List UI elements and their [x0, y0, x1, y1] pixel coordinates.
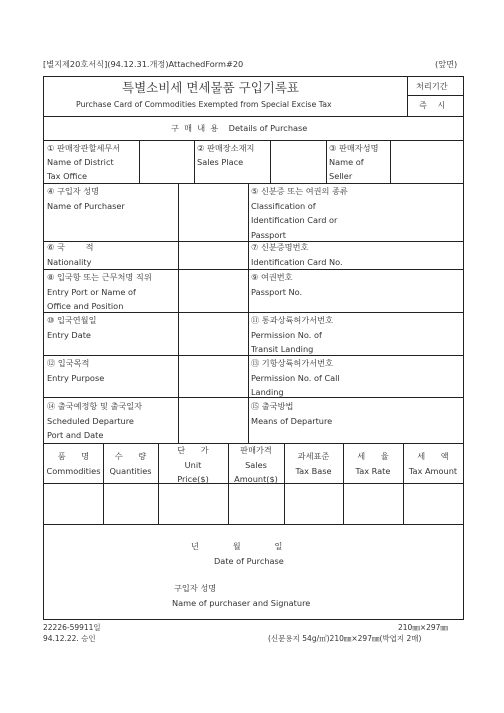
- field-departure-means: ⑮ 출국방법 Means of Departure: [251, 401, 333, 426]
- field-district-office: ① 판매장관할세무서 Name of District Tax Office: [47, 143, 121, 181]
- field-call-permission: ⑬ 기항상륙허가서번호 Permission No. of Call Landing: [251, 358, 340, 397]
- col-sales-amount: 판매가격 Sales Amount($): [234, 445, 278, 484]
- section-header: 구 매 내 용 Details of Purchase: [171, 123, 308, 133]
- page-side-label: (앞면): [435, 59, 458, 69]
- purchase-date-en: Date of Purchase: [214, 556, 284, 566]
- purchase-card-form: [43, 76, 464, 620]
- col-unit-price: 단 가 Unit Price($): [177, 445, 209, 484]
- form-subtitle: Purchase Card of Commodities Exempted from Special Excise Tax: [76, 100, 332, 109]
- field-entry-purpose: ⑫ 입국목적 Entry Purpose: [47, 358, 105, 383]
- purchaser-name-ko: 구입자 성명: [174, 583, 217, 593]
- col-tax-amount: 세 액 Tax Amount: [408, 451, 458, 476]
- footer-approval: 94.12.22. 승인: [43, 634, 96, 643]
- processing-period-label: 처리기간: [416, 81, 448, 91]
- field-transit-permission: ⑪ 통과상륙허가서번호 Permission No. of Transit Landing: [251, 315, 333, 354]
- col-tax-base: 과세표준 Tax Base: [295, 451, 332, 476]
- purchase-date-ko: 년 월 일: [191, 541, 283, 551]
- field-entry-date: ⑩ 입국연월일 Entry Date: [47, 315, 97, 340]
- footer-code: 22226-59911일: [43, 623, 101, 632]
- form-title: 특별소비세 면세물품 구입기록표: [122, 80, 299, 95]
- purchaser-name-en: Name of purchaser and Signature: [172, 598, 311, 608]
- field-id-kind: ⑤ 신분증 또는 여권의 종류 Classification of Identification Card or Passport: [251, 186, 348, 240]
- field-id-number: ⑦ 신분증명번호 Identification Card No.: [251, 242, 343, 267]
- form-number: [별지제20호서식](94.12.31.개정)AttachedForm#20: [43, 59, 244, 69]
- field-nationality: ⑥ 국 적 Nationality: [47, 242, 94, 267]
- processing-period-value: 즉 시: [419, 100, 446, 110]
- field-entry-port: ⑧ 입국항 또는 근무처명 직위 Entry Port or Name of Office and Position: [47, 272, 152, 311]
- footer-size: 210㎜×297㎜: [398, 623, 448, 632]
- col-tax-rate: 세 율 Tax Rate: [355, 451, 391, 476]
- field-departure: ⑭ 출국예정항 및 출국일자 Scheduled Departure Port and Date: [47, 401, 143, 440]
- col-commodities: 품 명 Commodities: [46, 451, 101, 476]
- footer-paper: (신문용지 54g/㎡)210㎜×297㎜(박엽지 2매): [268, 634, 422, 643]
- field-sales-place: ② 판매장소재지 Sales Place: [197, 143, 255, 167]
- field-passport-no: ⑨ 여권번호 Passport No.: [251, 272, 303, 297]
- field-seller: ③ 판매자성명 Name of Seller: [329, 143, 379, 181]
- field-purchaser: ④ 구입자 성명 Name of Purchaser: [47, 186, 125, 211]
- col-quantities: 수 량 Quantities: [109, 451, 152, 476]
